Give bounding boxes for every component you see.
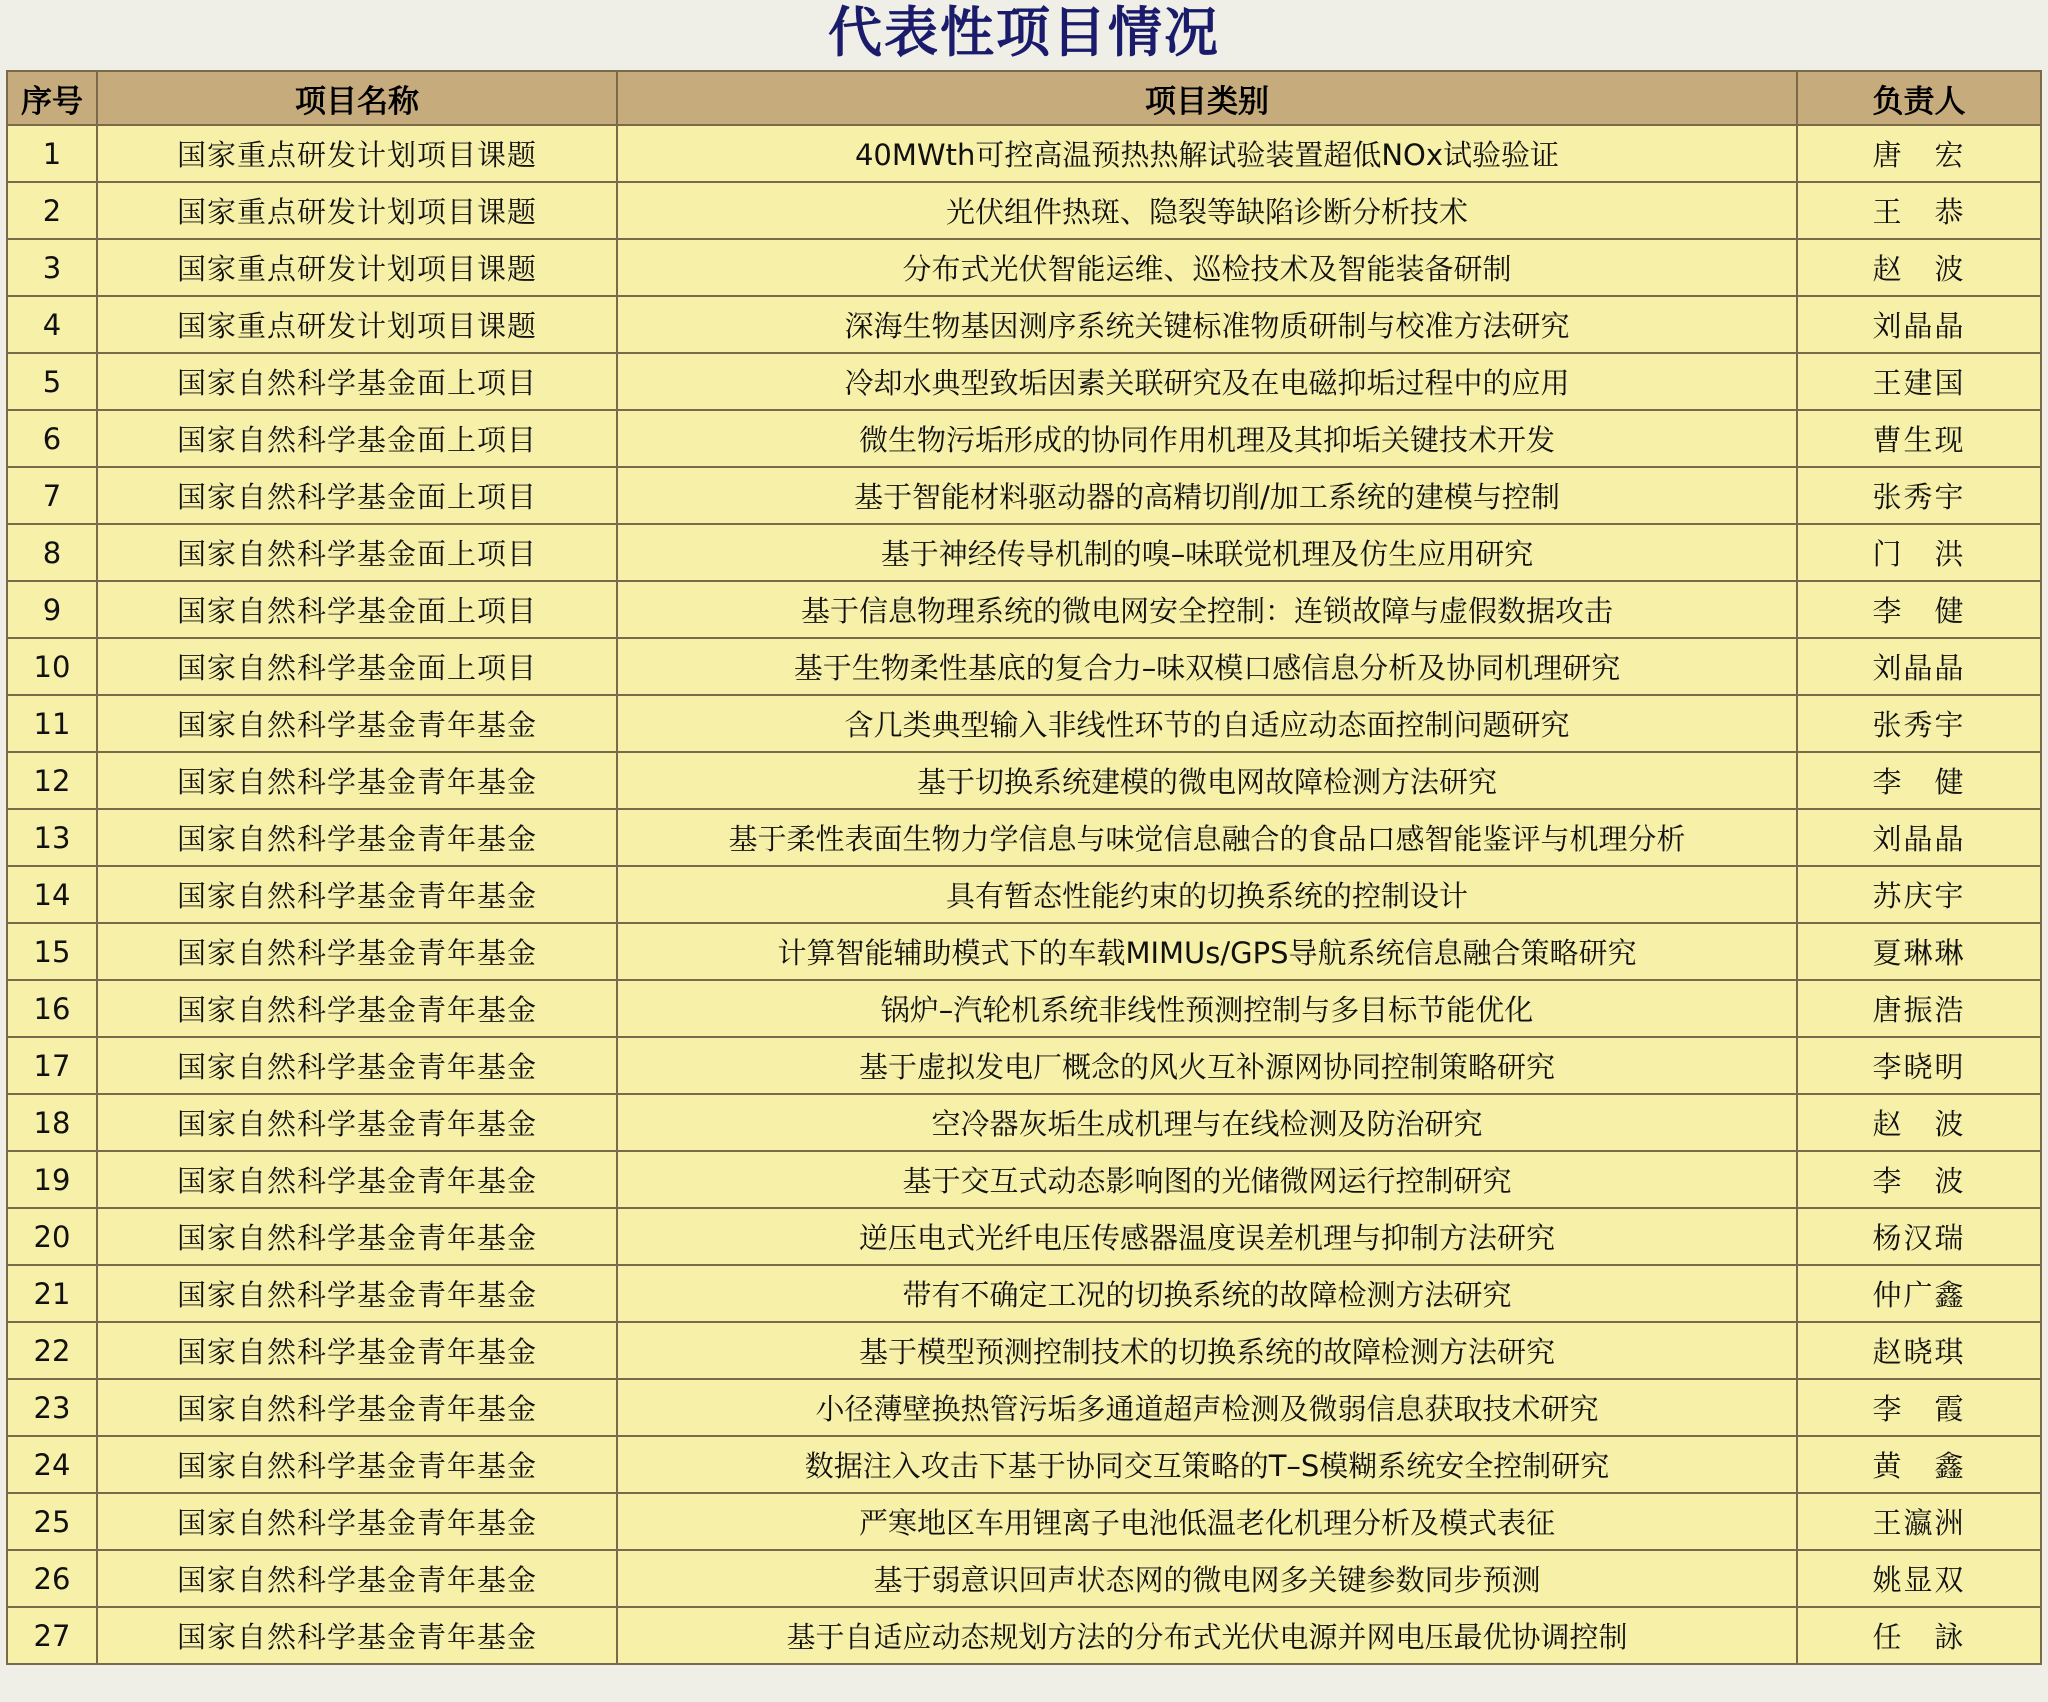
cell-index: 13 [7, 809, 97, 866]
cell-leader: 刘晶晶 [1797, 638, 2041, 695]
table-row [7, 410, 2041, 467]
table-header-row [7, 71, 2041, 125]
cell-leader: 唐 宏 [1797, 125, 2041, 182]
cell-index: 1 [7, 125, 97, 182]
cell-project-category: 具有暂态性能约束的切换系统的控制设计 [617, 866, 1797, 923]
cell-index: 2 [7, 182, 97, 239]
cell-leader: 苏庆宇 [1797, 866, 2041, 923]
cell-project-category: 计算智能辅助模式下的车载MIMUs/GPS导航系统信息融合策略研究 [617, 923, 1797, 980]
cell-project-category: 基于智能材料驱动器的高精切削/加工系统的建模与控制 [617, 467, 1797, 524]
cell-index: 26 [7, 1550, 97, 1607]
cell-leader: 王建国 [1797, 353, 2041, 410]
cell-index: 23 [7, 1379, 97, 1436]
cell-project-category: 冷却水典型致垢因素关联研究及在电磁抑垢过程中的应用 [617, 353, 1797, 410]
cell-leader: 李晓明 [1797, 1037, 2041, 1094]
cell-project-name: 国家自然科学基金青年基金 [97, 980, 617, 1037]
cell-project-category: 基于生物柔性基底的复合力–味双模口感信息分析及协同机理研究 [617, 638, 1797, 695]
cell-leader: 姚显双 [1797, 1550, 2041, 1607]
column-header-leader: 负责人 [1797, 71, 2041, 125]
cell-project-name: 国家自然科学基金青年基金 [97, 809, 617, 866]
table-row [7, 524, 2041, 581]
cell-project-category: 数据注入攻击下基于协同交互策略的T–S模糊系统安全控制研究 [617, 1436, 1797, 1493]
column-header-project-category: 项目类别 [617, 71, 1797, 125]
cell-project-category: 基于信息物理系统的微电网安全控制：连锁故障与虚假数据攻击 [617, 581, 1797, 638]
cell-index: 7 [7, 467, 97, 524]
cell-index: 16 [7, 980, 97, 1037]
table-row [7, 1550, 2041, 1607]
cell-project-category: 基于虚拟发电厂概念的风火互补源网协同控制策略研究 [617, 1037, 1797, 1094]
cell-index: 6 [7, 410, 97, 467]
table-row [7, 695, 2041, 752]
cell-leader: 王瀛洲 [1797, 1493, 2041, 1550]
table-row [7, 1607, 2041, 1664]
cell-project-category: 基于神经传导机制的嗅–味联觉机理及仿生应用研究 [617, 524, 1797, 581]
table-row [7, 182, 2041, 239]
cell-index: 5 [7, 353, 97, 410]
cell-leader: 赵 波 [1797, 239, 2041, 296]
cell-project-category: 空冷器灰垢生成机理与在线检测及防治研究 [617, 1094, 1797, 1151]
table-row [7, 1265, 2041, 1322]
cell-project-name: 国家自然科学基金青年基金 [97, 1550, 617, 1607]
cell-leader: 夏琳琳 [1797, 923, 2041, 980]
table-row [7, 980, 2041, 1037]
cell-leader: 王 恭 [1797, 182, 2041, 239]
cell-index: 12 [7, 752, 97, 809]
cell-project-category: 基于切换系统建模的微电网故障检测方法研究 [617, 752, 1797, 809]
cell-leader: 唐振浩 [1797, 980, 2041, 1037]
cell-leader: 门 洪 [1797, 524, 2041, 581]
table-row [7, 353, 2041, 410]
column-header-project-name: 项目名称 [97, 71, 617, 125]
cell-leader: 刘晶晶 [1797, 296, 2041, 353]
cell-index: 24 [7, 1436, 97, 1493]
table-row [7, 1379, 2041, 1436]
cell-project-name: 国家重点研发计划项目课题 [97, 239, 617, 296]
cell-index: 19 [7, 1151, 97, 1208]
cell-leader: 刘晶晶 [1797, 809, 2041, 866]
cell-project-category: 基于模型预测控制技术的切换系统的故障检测方法研究 [617, 1322, 1797, 1379]
table-row [7, 752, 2041, 809]
cell-leader: 杨汉瑞 [1797, 1208, 2041, 1265]
cell-project-category: 严寒地区车用锂离子电池低温老化机理分析及模式表征 [617, 1493, 1797, 1550]
cell-leader: 仲广鑫 [1797, 1265, 2041, 1322]
cell-project-category: 带有不确定工况的切换系统的故障检测方法研究 [617, 1265, 1797, 1322]
cell-project-name: 国家自然科学基金青年基金 [97, 1094, 617, 1151]
cell-leader: 李 霞 [1797, 1379, 2041, 1436]
cell-project-name: 国家自然科学基金青年基金 [97, 695, 617, 752]
table-row [7, 1322, 2041, 1379]
cell-index: 27 [7, 1607, 97, 1664]
table-row [7, 809, 2041, 866]
table-row [7, 296, 2041, 353]
table-row [7, 1094, 2041, 1151]
cell-index: 9 [7, 581, 97, 638]
cell-project-name: 国家自然科学基金青年基金 [97, 1151, 617, 1208]
cell-project-name: 国家自然科学基金青年基金 [97, 1607, 617, 1664]
cell-project-name: 国家自然科学基金青年基金 [97, 1436, 617, 1493]
cell-leader: 李 健 [1797, 752, 2041, 809]
cell-project-name: 国家重点研发计划项目课题 [97, 125, 617, 182]
cell-project-name: 国家自然科学基金面上项目 [97, 524, 617, 581]
table-row [7, 1151, 2041, 1208]
cell-project-category: 锅炉–汽轮机系统非线性预测控制与多目标节能优化 [617, 980, 1797, 1037]
cell-index: 14 [7, 866, 97, 923]
cell-project-category: 深海生物基因测序系统关键标准物质研制与校准方法研究 [617, 296, 1797, 353]
cell-project-name: 国家自然科学基金青年基金 [97, 866, 617, 923]
cell-project-name: 国家重点研发计划项目课题 [97, 296, 617, 353]
table-row [7, 1208, 2041, 1265]
cell-project-category: 基于自适应动态规划方法的分布式光伏电源并网电压最优协调控制 [617, 1607, 1797, 1664]
cell-index: 20 [7, 1208, 97, 1265]
cell-project-category: 光伏组件热斑、隐裂等缺陷诊断分析技术 [617, 182, 1797, 239]
cell-index: 15 [7, 923, 97, 980]
cell-project-name: 国家自然科学基金青年基金 [97, 1037, 617, 1094]
cell-project-name: 国家重点研发计划项目课题 [97, 182, 617, 239]
cell-leader: 曹生现 [1797, 410, 2041, 467]
cell-index: 18 [7, 1094, 97, 1151]
cell-index: 22 [7, 1322, 97, 1379]
table-row [7, 1037, 2041, 1094]
table-row [7, 125, 2041, 182]
cell-leader: 赵 波 [1797, 1094, 2041, 1151]
cell-project-category: 逆压电式光纤电压传感器温度误差机理与抑制方法研究 [617, 1208, 1797, 1265]
cell-project-name: 国家自然科学基金面上项目 [97, 410, 617, 467]
cell-leader: 黄 鑫 [1797, 1436, 2041, 1493]
table-row [7, 1493, 2041, 1550]
cell-project-category: 基于交互式动态影响图的光储微网运行控制研究 [617, 1151, 1797, 1208]
cell-index: 3 [7, 239, 97, 296]
table-row [7, 638, 2041, 695]
table-row [7, 581, 2041, 638]
cell-leader: 张秀宇 [1797, 695, 2041, 752]
projects-table [6, 70, 2042, 1665]
column-header-index: 序号 [7, 71, 97, 125]
cell-project-category: 微生物污垢形成的协同作用机理及其抑垢关键技术开发 [617, 410, 1797, 467]
cell-project-name: 国家自然科学基金青年基金 [97, 1379, 617, 1436]
table-row [7, 239, 2041, 296]
cell-index: 10 [7, 638, 97, 695]
cell-index: 4 [7, 296, 97, 353]
cell-project-name: 国家自然科学基金面上项目 [97, 467, 617, 524]
table-header [7, 71, 2041, 125]
table-body [7, 125, 2041, 1664]
cell-project-name: 国家自然科学基金青年基金 [97, 1493, 617, 1550]
cell-project-name: 国家自然科学基金面上项目 [97, 638, 617, 695]
table-row [7, 467, 2041, 524]
cell-leader: 任 詠 [1797, 1607, 2041, 1664]
cell-project-category: 基于弱意识回声状态网的微电网多关键参数同步预测 [617, 1550, 1797, 1607]
cell-index: 25 [7, 1493, 97, 1550]
cell-project-name: 国家自然科学基金青年基金 [97, 923, 617, 980]
cell-leader: 张秀宇 [1797, 467, 2041, 524]
cell-leader: 李 波 [1797, 1151, 2041, 1208]
cell-project-name: 国家自然科学基金青年基金 [97, 1265, 617, 1322]
cell-project-name: 国家自然科学基金面上项目 [97, 353, 617, 410]
table-row [7, 923, 2041, 980]
cell-project-category: 小径薄壁换热管污垢多通道超声检测及微弱信息获取技术研究 [617, 1379, 1797, 1436]
cell-leader: 赵晓琪 [1797, 1322, 2041, 1379]
cell-project-name: 国家自然科学基金面上项目 [97, 581, 617, 638]
cell-index: 21 [7, 1265, 97, 1322]
table-row [7, 866, 2041, 923]
cell-project-category: 40MWth可控高温预热热解试验装置超低NOx试验验证 [617, 125, 1797, 182]
cell-project-category: 基于柔性表面生物力学信息与味觉信息融合的食品口感智能鉴评与机理分析 [617, 809, 1797, 866]
cell-project-name: 国家自然科学基金青年基金 [97, 1322, 617, 1379]
table-row [7, 1436, 2041, 1493]
cell-project-category: 分布式光伏智能运维、巡检技术及智能装备研制 [617, 239, 1797, 296]
page-title: 代表性项目情况 [828, 1, 1220, 64]
cell-index: 11 [7, 695, 97, 752]
cell-project-name: 国家自然科学基金青年基金 [97, 752, 617, 809]
cell-index: 17 [7, 1037, 97, 1094]
cell-index: 8 [7, 524, 97, 581]
cell-project-name: 国家自然科学基金青年基金 [97, 1208, 617, 1265]
cell-leader: 李 健 [1797, 581, 2041, 638]
cell-project-category: 含几类典型输入非线性环节的自适应动态面控制问题研究 [617, 695, 1797, 752]
